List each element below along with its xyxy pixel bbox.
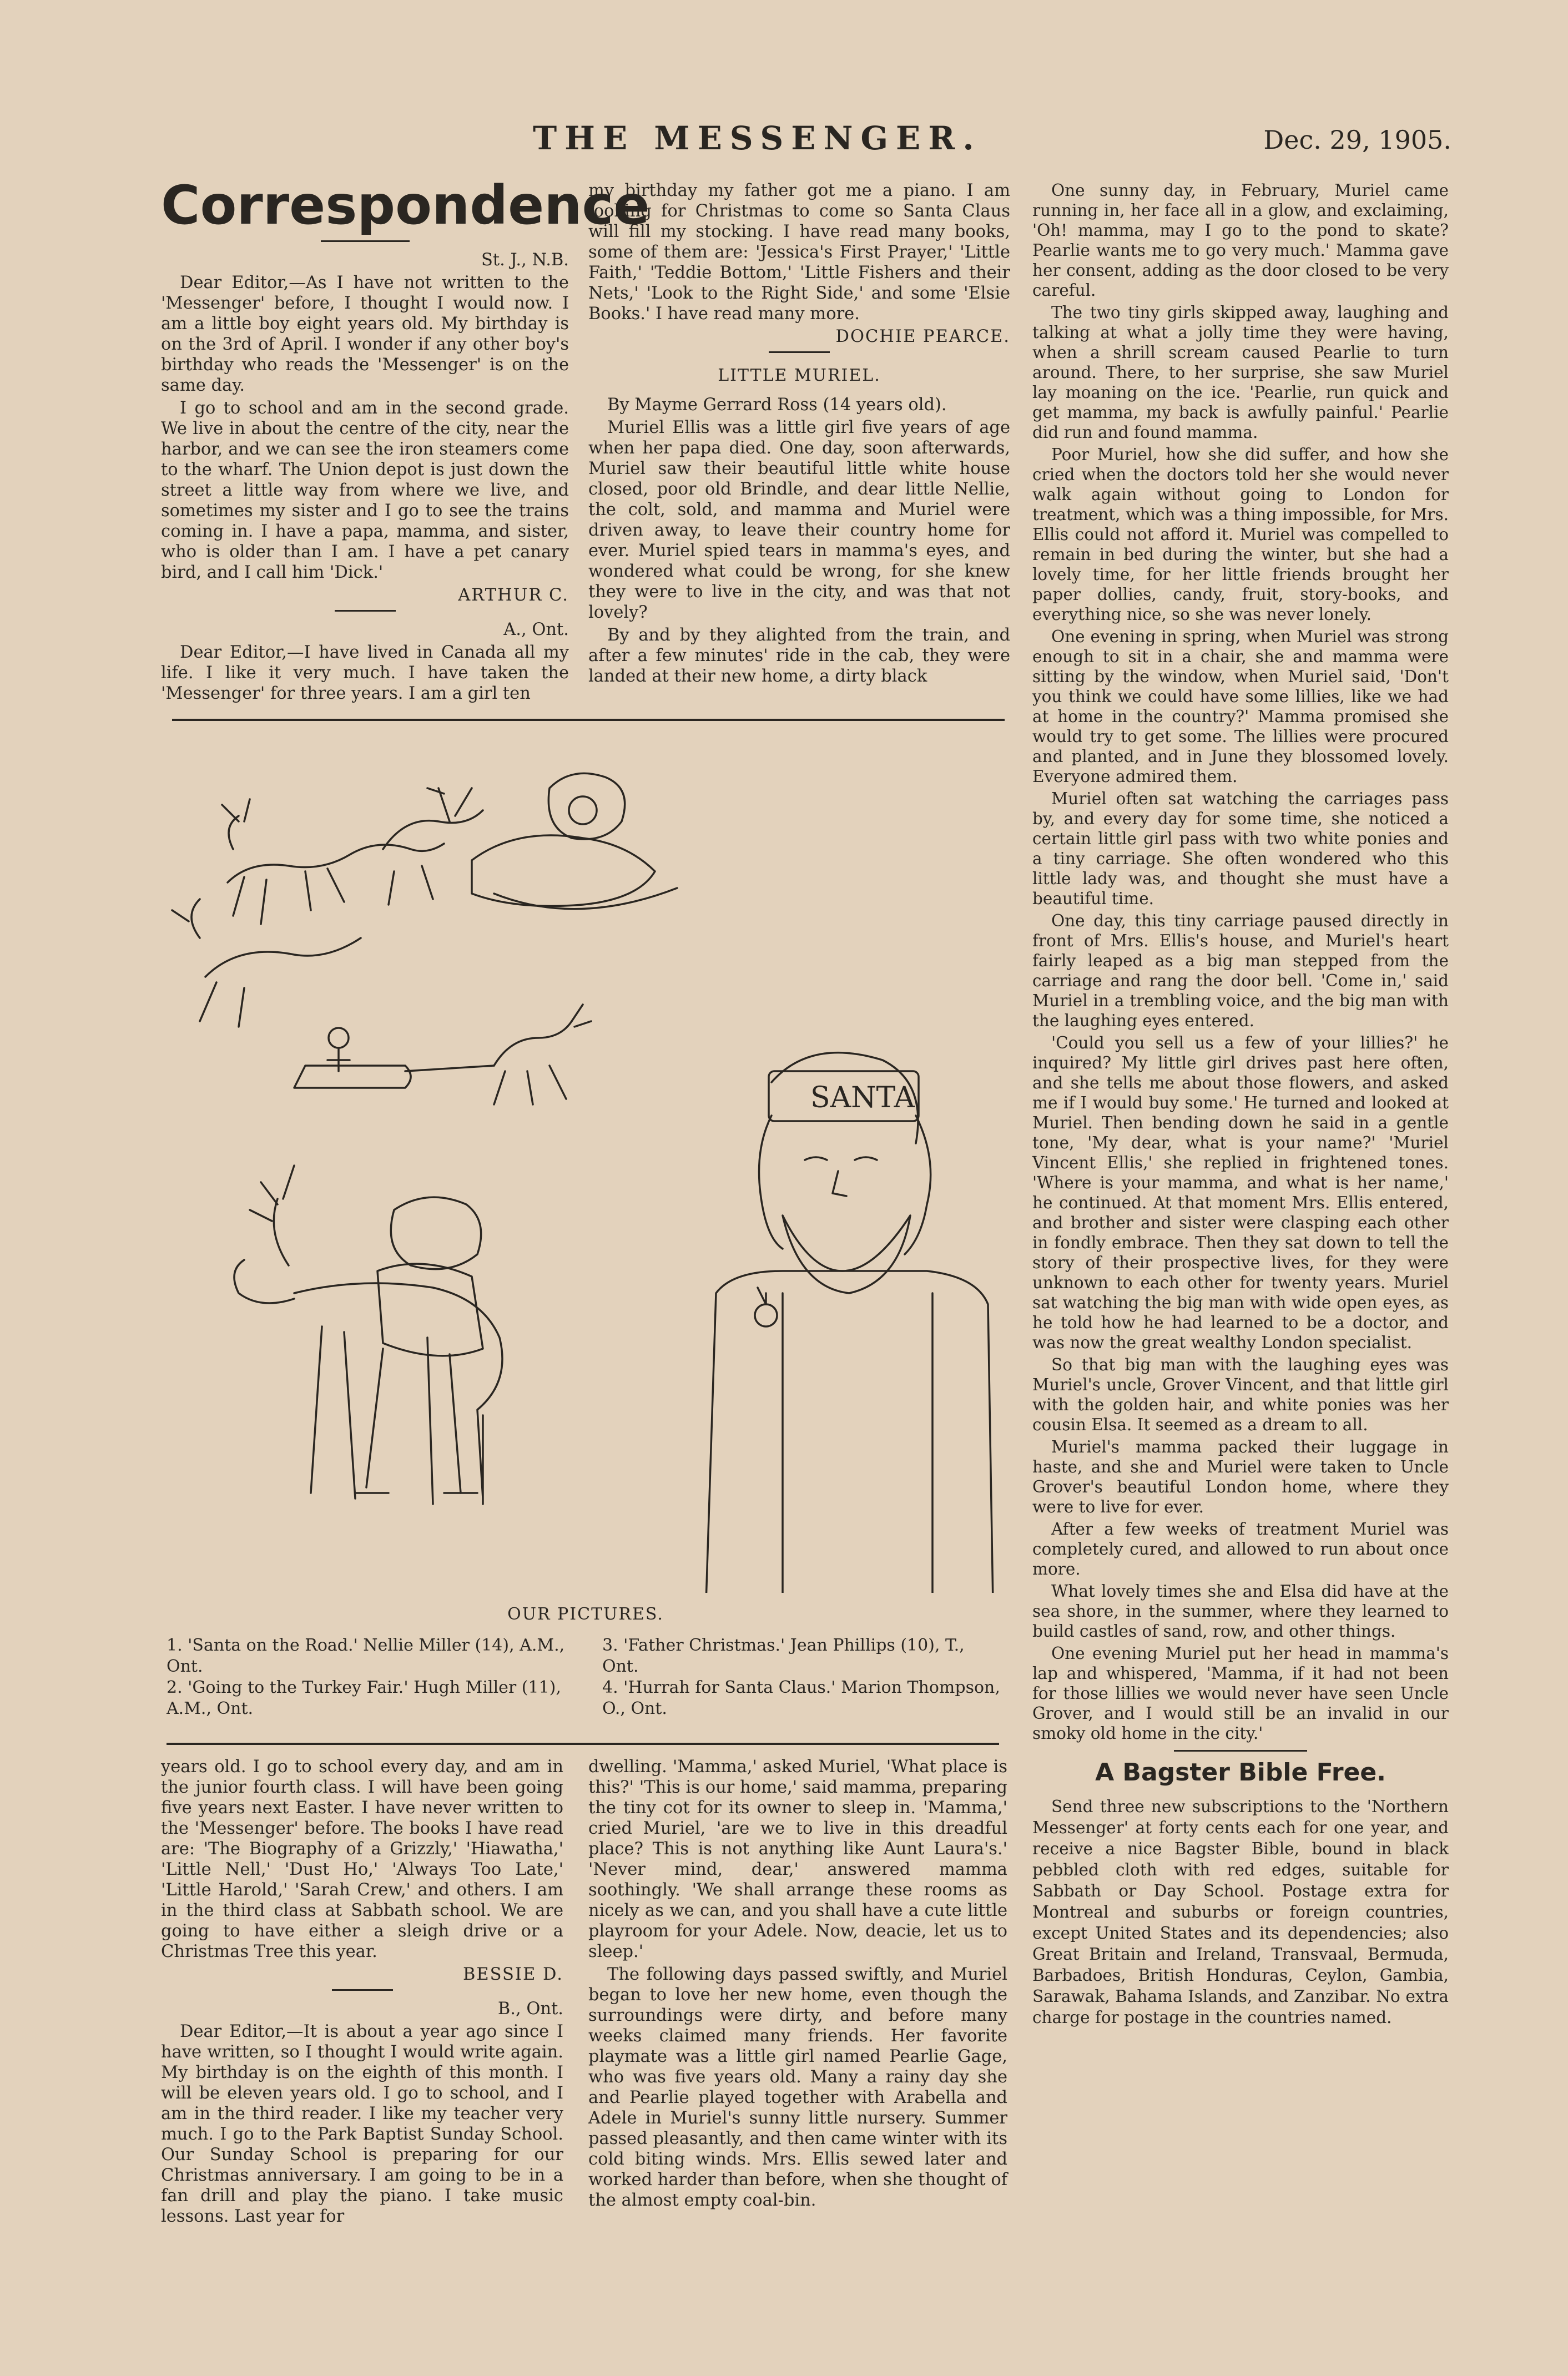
- letter-divider: [332, 1989, 393, 1991]
- story-paragraph: So that big man with the laughing eyes was Muriel's uncle, Grover Vincent, and that little girl with the golden hair, and white ponies was her cousin Elsa. It seemed as a dream to all.: [1032, 1355, 1449, 1434]
- letter-paragraph: Dear Editor,—As I have not written to the 'Messenger' before, I thought I would now. I am a little boy eight years old. My birthday is on the 3rd of April. I wonder if any other boy's birthday who reads the 'Messenger' is on the same day.: [161, 273, 569, 395]
- caption-item: 3. 'Father Christmas.' Jean Phillips (10), T., Ont.: [602, 1636, 965, 1676]
- lower-rule: [167, 1743, 999, 1745]
- story-paragraph: The two tiny girls skipped away, laughing and talking at what a jolly time they were having, when a shrill scream caused Pearlie to turn around. There, to her surprise, she saw Muriel lay moaning on the ice. 'Pearlie, run quick and get mamma, my back is awfully painful.' Pearlie did run and found mamma.: [1032, 303, 1449, 442]
- pictures-captions: [167, 1604, 1005, 1719]
- story-paragraph: Muriel's mamma packed their luggage in haste, and she and Muriel were taken to Uncle Grover's beautiful London home, where they were to live for ever.: [1032, 1437, 1449, 1516]
- story-paragraph: One evening in spring, when Muriel was strong enough to sit in a chair, she and mamma were sitting by the window, when Muriel said, 'Don't you think we could have some lillies, like we had at home in the country?' Mamma promised she would try to get some. The lillies were procured and planted, and in June they blossomed lovely. Everyone admired them.: [1032, 627, 1449, 786]
- caption-item: 2. 'Going to the Turkey Fair.' Hugh Miller (11), A.M., Ont.: [167, 1678, 561, 1718]
- story-paragraph: One day, this tiny carriage paused directly in front of Mrs. Ellis's house, and Muriel's heart fairly leaped as a big man stepped from the carriage and rang the door bell. 'Come in,' said Muriel in a trembling voice, and the big man with the laughing eyes entered.: [1032, 911, 1449, 1030]
- hurrah-santa-drawing: [234, 1166, 502, 1504]
- upper-rule: [172, 719, 1005, 721]
- santa-cap-text: SANTA: [810, 1081, 915, 1114]
- story-paragraph: The following days passed swiftly, and Muriel began to love her new home, even though the surroundings were dirty, and before many weeks claimed many friends. Her favorite playmate was a little girl named Pearlie Gage, who was five years old. Many a rainy day she and Pearlie played together with Arabella and Adele in Muriel's sunny little nursery. Summer passed pleasantly, and then came winter with its cold biting winds. Mrs. Ellis sewed later and worked harder than before, when she thought of the almost empty coal-bin.: [588, 1965, 1007, 2210]
- column-3: [1032, 180, 1449, 2030]
- issue-date: Dec. 29, 1905.: [1263, 125, 1451, 155]
- column-1-top: [161, 174, 650, 706]
- father-christmas-drawing: [705, 1053, 994, 1593]
- captions-grid: [167, 1635, 1005, 1719]
- pictures-heading: OUR PICTURES.: [507, 1605, 664, 1624]
- masthead: THE MESSENGER.: [533, 119, 982, 157]
- story-byline: By Mayme Gerrard Ross (14 years old).: [607, 395, 947, 415]
- christmas-illustration: [161, 738, 1016, 1593]
- letter-signature: DOCHIE PEARCE.: [835, 327, 1010, 346]
- letter-paragraph: Dear Editor,—I have lived in Canada all my life. I like it very much. I have taken the 'Messenger' for three years. I am a girl ten: [161, 643, 569, 703]
- story-paragraph: After a few weeks of treatment Muriel was completely cured, and allowed to run about once more.: [1032, 1520, 1449, 1578]
- turkey-fair-drawing: [294, 1005, 591, 1104]
- story-paragraph: What lovely times she and Elsa did have at the sea shore, in the summer, where they learned to build castles of sand, row, and other things.: [1032, 1582, 1449, 1641]
- letter-place: A., Ont.: [503, 620, 569, 639]
- letter-place: St. J., N.B.: [481, 250, 569, 270]
- story-paragraph: Muriel Ellis was a little girl five years of age when her papa died. One day, soon afterwards, Muriel saw their beautiful little white house closed, poor old Brindle, and dear little Nellie, the colt, sold, and mamma and Muriel were driven away, to leave their country home for ever. Muriel spied tears in mamma's eyes, and wondered what could be wrong, for she knew they were to live in the city, and was that not lovely?: [588, 418, 1010, 622]
- story-paragraph: One evening Muriel put her head in mamma's lap and whispered, 'Mamma, if it had not been for those lillies we would never have seen Uncle Grover, and I would still be an invalid in our smoky old home in the city.': [1032, 1644, 1449, 1743]
- story-paragraph: Poor Muriel, how she did suffer, and how she cried when the doctors told her she would never walk again without going to London for treatment, which was a thing impossible, for Mrs. Ellis could not afford it. Muriel was compelled to remain in bed during the winter, but she had a lovely time, for her little friends brought her paper dollies, candy, fruit, story-books, and everything nice, so she was never lonely.: [1032, 445, 1449, 624]
- letter-signature: BESSIE D.: [463, 1965, 563, 1984]
- letter-divider: [335, 610, 396, 612]
- letter-paragraph: years old. I go to school every day, and am in the junior fourth class. I will have been going five years next Easter. I have never written to the 'Messenger' before. The books I have read are: 'The Biography of a Grizzly,' 'Hiawatha,' 'Little Nell,' 'Dust Ho,' 'Always Too Late,' 'Little Harold,' 'Sarah Crew,' and others. I am in the third class at Sabbath school. We are going to have either a sleigh drive or a Christmas Tree this year.: [161, 1757, 563, 1961]
- letter-paragraph: my birthday my father got me a piano. I am looking for Christmas to come so Santa Claus will fill my stocking. I have read many books, some of them are: 'Jessica's First Prayer,' 'Little Faith,' 'Teddie Bottom,' 'Little Fishers and their Nets,' 'Look to the Right Side,' and some 'Elsie Books.' I have read many more.: [588, 181, 1010, 324]
- story-paragraph: Muriel often sat watching the carriages pass by, and every day for some time, she noticed a certain little girl pass with two white ponies and a tiny carriage. She often wondered who this little lady was, and thought she must have a beautiful time.: [1032, 789, 1449, 908]
- letter-divider: [769, 351, 830, 353]
- column-2-bottom: [588, 1757, 1007, 2213]
- bagster-title: A Bagster Bible Free.: [1095, 1758, 1386, 1787]
- story-paragraph: By and by they alighted from the train, and after a few minutes' ride in the cab, they were landed at their new home, a dirty black: [588, 625, 1010, 686]
- title-rule: [321, 240, 410, 242]
- letter-paragraph: Dear Editor,—It is about a year ago since I have written, so I thought I would write again. My birthday is on the eighth of this month. I will be eleven years old. I go to school, and I am in the third reader. I like my teacher very much. I go to the Park Baptist Sunday School. Our Sunday School is preparing for our Christmas anniversary. I am going to be in a fan drill and play the piano. I take music lessons. Last year for: [161, 2022, 563, 2226]
- column-2-top: [588, 180, 1010, 689]
- story-title: LITTLE MURIEL.: [718, 366, 881, 385]
- section-ornament: [1174, 1750, 1307, 1752]
- caption-item: 1. 'Santa on the Road.' Nellie Miller (14), A.M., Ont.: [167, 1636, 565, 1676]
- letter-signature: ARTHUR C.: [458, 586, 569, 605]
- caption-item: 4. 'Hurrah for Santa Claus.' Marion Thompson, O., Ont.: [602, 1678, 1000, 1718]
- column-1-bottom: [161, 1757, 563, 2229]
- correspondence-title: Correspondence: [161, 174, 650, 236]
- story-paragraph: dwelling. 'Mamma,' asked Muriel, 'What place is this?' 'This is our home,' said mamma, preparing the tiny cot for its owner to sleep in. 'Mamma,' cried Muriel, 'are we to live in this dreadful place? This is not anything like Aunt Laura's.' 'Never mind, dear,' answered mamma soothingly. 'We shall arrange these rooms as nicely as we can, and you shall have a cute little playroom for your Adele. Now, deacie, let us to sleep.': [588, 1757, 1007, 1961]
- santa-on-the-road-drawing: [172, 773, 677, 1027]
- story-paragraph: 'Could you sell us a few of your lillies?' he inquired? My little girl drives past here often, and she tells me about those flowers, and asked me if I would buy some.' He turned and looked at Muriel. Then bending down he said in a gentle tone, 'My dear, what is your name?' 'Muriel Vincent Ellis,' she replied in frightened tones. 'Where is your mamma, and what is her name,' he continued. At that moment Mrs. Ellis entered, and brother and sister were clasping each other in fondly embrace. Then they sat down to tell the story of their prospective lives, for they were unknown to each other for twenty years. Muriel sat watching the big man with wide open eyes, as he told how he had learned to be a doctor, and was now the great wealthy London specialist.: [1032, 1033, 1449, 1352]
- bagster-text: Send three new subscriptions to the 'Northern Messenger' at forty cents each for one year, and receive a nice Bagster Bible, bound in black pebbled cloth with red edges, suitable for Sabbath or Day School. Postage extra for Montreal and suburbs or foreign countries, except United States and its dependencies; also Great Britain and Ireland, Transvaal, Bermuda, Barbadoes, British Honduras, Ceylon, Gambia, Sarawak, Bahama Islands, and Zanzibar. No extra charge for postage in the countries named.: [1032, 1797, 1449, 2027]
- letter-paragraph: I go to school and am in the second grade. We live in about the centre of the city, near the harbor, and we can see the iron steamers come to the wharf. The Union depot is just down the street a little way from where we live, and sometimes my sister and I go to see the trains coming in. I have a papa, mamma, and sister, who is older than I am. I have a pet canary bird, and I call him 'Dick.': [161, 398, 569, 582]
- story-paragraph: One sunny day, in February, Muriel came running in, her face all in a glow, and exclaiming, 'Oh! mamma, may I go to the pond to skate? Pearlie wants me to go very much.' Mamma gave her consent, adding as the door closed to be very careful.: [1032, 181, 1449, 300]
- letter-place: B., Ont.: [497, 1999, 563, 2019]
